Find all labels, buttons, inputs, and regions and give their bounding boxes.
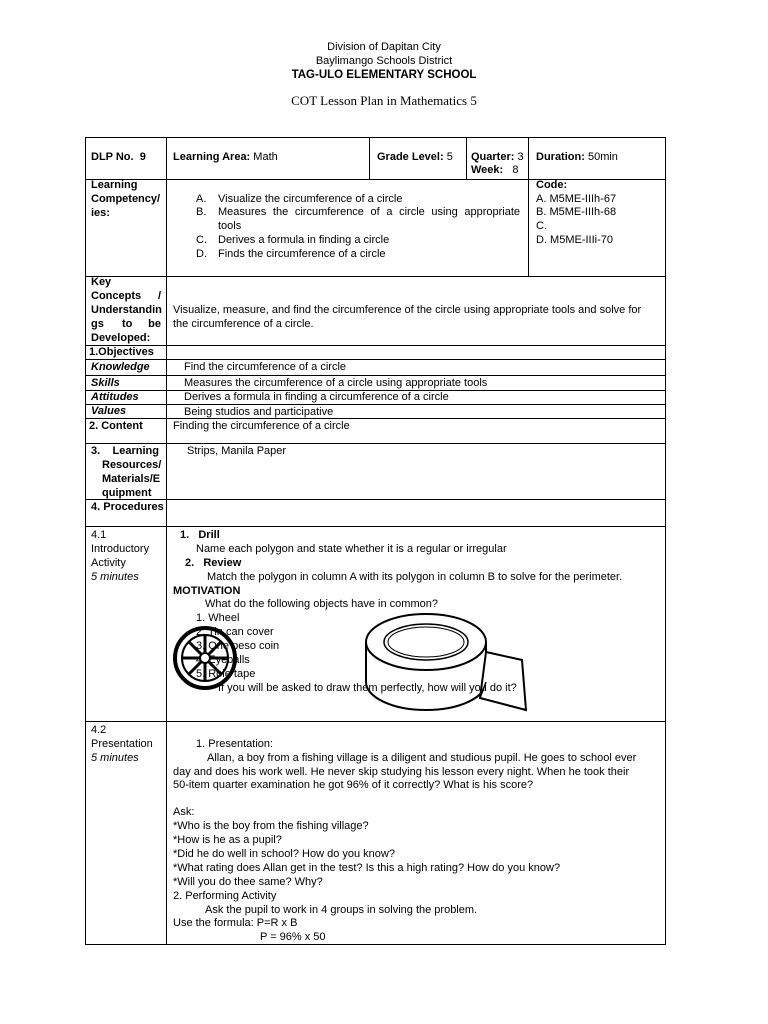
ask-question: *Who is the boy from the fishing village? xyxy=(173,820,369,832)
object-item: 4. Eyeballs xyxy=(196,654,250,666)
values-label: Values xyxy=(91,405,127,417)
competency-item: C. xyxy=(196,234,207,246)
values-text: Being studios and participative xyxy=(184,406,334,418)
duration: Duration: 50min xyxy=(536,151,618,163)
object-item: 5. Role tape xyxy=(196,668,256,680)
drill-heading: 1. Drill xyxy=(180,529,220,541)
drill-text: Name each polygon and state whether it is a regular or irregular xyxy=(196,543,507,555)
presentation-label: 4.2 xyxy=(91,724,107,736)
ask-heading: Ask: xyxy=(173,806,195,818)
competency-item: B. xyxy=(196,206,207,218)
ask-question: *Did he do well in school? How do you know? xyxy=(173,848,395,860)
ask-question: *How is he as a pupil? xyxy=(173,834,282,846)
content-text: Finding the circumference of a circle xyxy=(173,420,350,432)
knowledge-label: Knowledge xyxy=(91,361,150,373)
week: Week: 8 xyxy=(471,164,519,176)
skills-text: Measures the circumference of a circle using appropriate tools xyxy=(184,377,488,389)
school-name: TAG-ULO ELEMENTARY SCHOOL xyxy=(291,69,477,81)
code-label: Code: xyxy=(536,179,568,191)
competency-item: A. xyxy=(196,193,207,205)
code-item: A. M5ME-IIIh-67 xyxy=(536,193,617,205)
review-text: Match the polygon in column A with its polygon in column B to solve for the perimeter. xyxy=(207,571,623,583)
presentation-heading: 1. Presentation: xyxy=(196,738,274,750)
attitudes-text: Derives a formula in finding a circumference of a circle xyxy=(184,391,449,403)
skills-label: Skills xyxy=(91,377,120,389)
objectives-label: 1.Objectives xyxy=(89,346,154,358)
document-title: COT Lesson Plan in Mathematics 5 xyxy=(291,93,477,108)
formula: Use the formula: P=R x B xyxy=(173,917,298,929)
activity-heading: 2. Performing Activity xyxy=(173,890,277,902)
resources-label: 3. Learning xyxy=(91,445,159,457)
intro-label: 4.1 xyxy=(91,529,107,541)
activity-text: Ask the pupil to work in 4 groups in solving the problem. xyxy=(205,904,478,916)
competency-item: D. xyxy=(196,248,207,260)
resources-text: Strips, Manila Paper xyxy=(187,445,287,457)
quarter: Quarter: 3 xyxy=(471,151,524,163)
grade-level: Grade Level: 5 xyxy=(377,151,453,163)
knowledge-text: Find the circumference of a circle xyxy=(184,361,347,373)
object-item: 2. Tin can cover xyxy=(196,626,274,638)
intro-duration: 5 minutes xyxy=(91,571,139,583)
key-concepts-label: Key xyxy=(91,276,112,288)
code-item: C. xyxy=(536,220,547,232)
attitudes-label: Attitudes xyxy=(91,391,139,403)
competency-label: Learning xyxy=(91,179,138,191)
ask-question: *Will you do thee same? Why? xyxy=(173,876,323,888)
key-concepts-text: Visualize, measure, and find the circumference of the circle using appropriate tools and solve for xyxy=(173,304,642,316)
review-heading: 2. Review xyxy=(185,557,242,569)
procedures-label: 4. Procedures xyxy=(91,501,164,513)
ask-question: *What rating does Allan get in the test? Is this a high rating? How do you know? xyxy=(173,862,561,874)
motivation-heading: MOTIVATION xyxy=(173,585,241,597)
motivation-question: What do the following objects have in common? xyxy=(205,598,438,610)
learning-area: Learning Area: Math xyxy=(173,151,278,163)
dlp-number: DLP No. 9 xyxy=(91,151,146,163)
tape-roll-icon xyxy=(362,602,530,720)
code-item: B. M5ME-IIIh-68 xyxy=(536,206,617,218)
division-name: Division of Dapitan City xyxy=(327,41,441,53)
code-item: D. M5ME-IIIi-70 xyxy=(536,234,614,246)
content-label: 2. Content xyxy=(89,420,143,432)
district-name: Baylimango Schools District xyxy=(315,55,453,67)
object-item: 3. One peso coin xyxy=(196,640,280,652)
object-item: 1. Wheel xyxy=(196,612,240,624)
presentation-duration: 5 minutes xyxy=(91,752,139,764)
motivation-follow-up: If you will be asked to draw them perfectly, how will you do it? xyxy=(218,682,517,694)
formula-computation: P = 96% x 50 xyxy=(260,931,326,943)
story-paragraph: Allan, a boy from a fishing village is a diligent and studious pupil. He goes to school ever xyxy=(207,752,637,764)
